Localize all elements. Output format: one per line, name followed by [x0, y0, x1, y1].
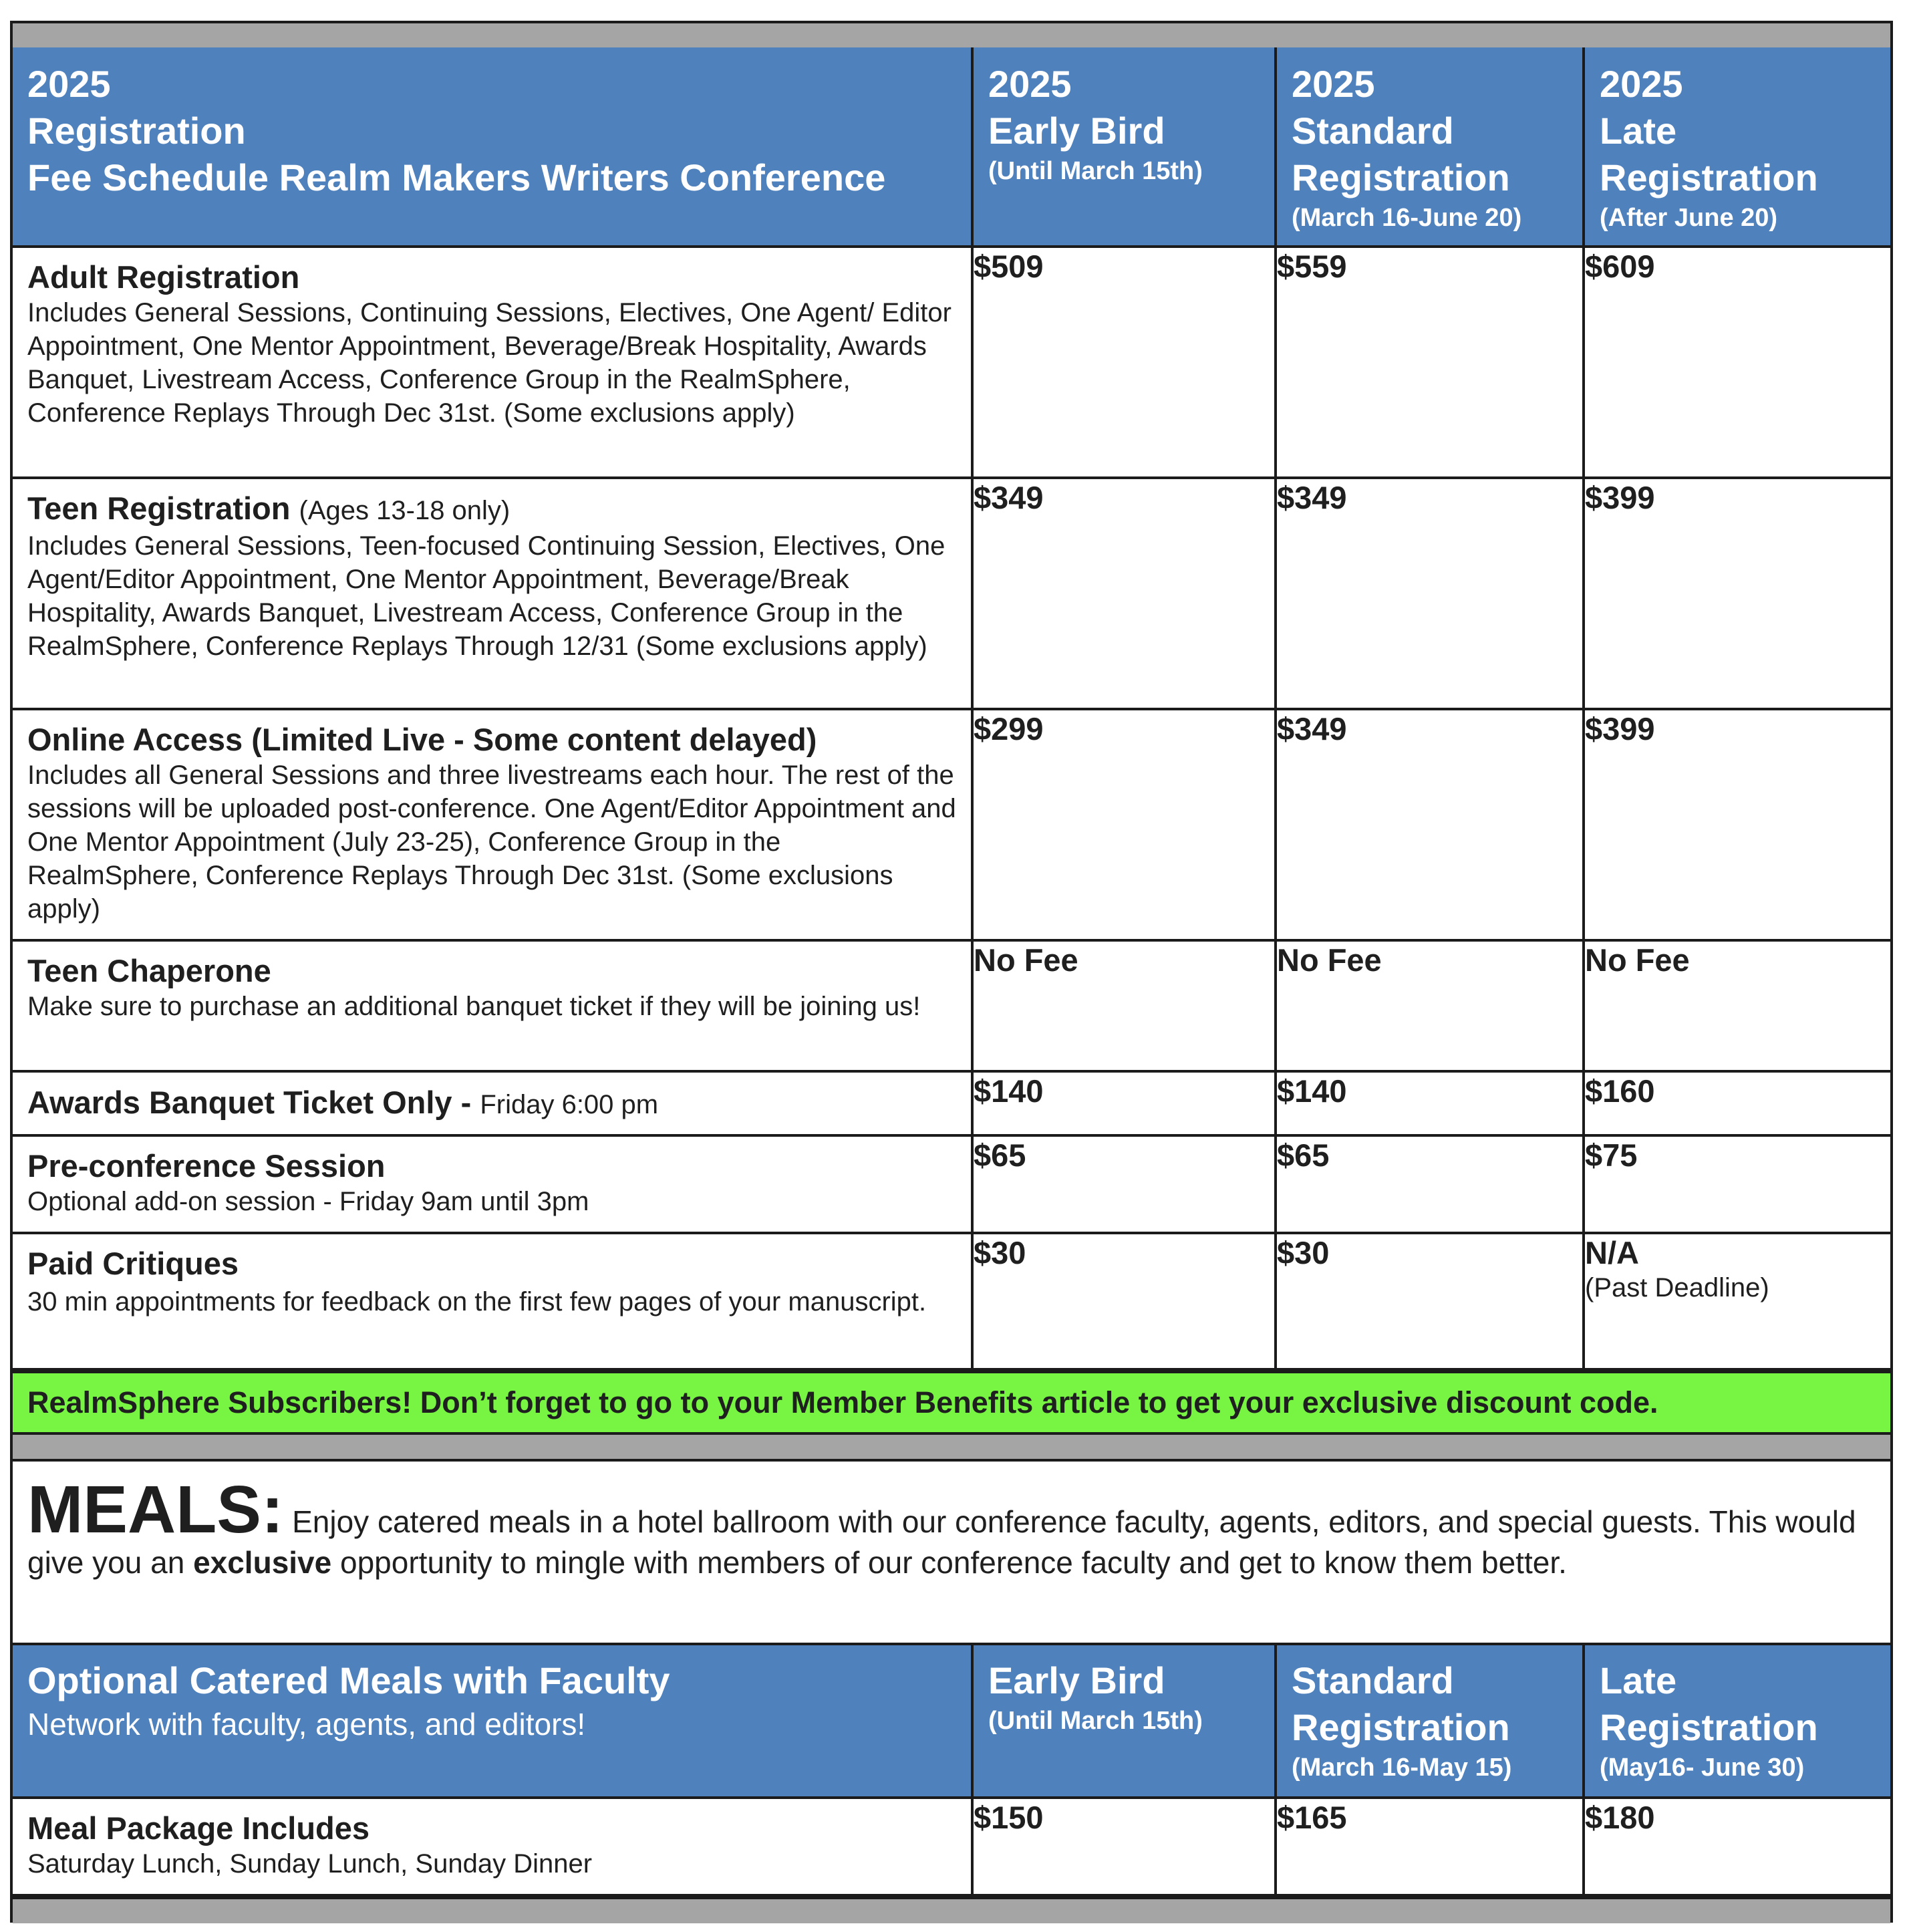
- header-standard-note: (March 16-June 20): [1292, 204, 1522, 232]
- fee-row-title: Adult Registration: [27, 259, 300, 295]
- header-fee-schedule-title: Fee Schedule Realm Makers Writers Conference: [27, 156, 886, 198]
- price-early: $349: [972, 478, 1276, 709]
- header-registration: Registration: [27, 110, 246, 152]
- fee-row-teen-chaperone: [13, 940, 1890, 1071]
- price-standard: $30: [1276, 1233, 1584, 1369]
- meals-price-standard: $165: [1276, 1798, 1584, 1895]
- price-standard: $65: [1276, 1135, 1584, 1233]
- price-late: N/A: [1585, 1235, 1639, 1270]
- fee-row-title-note: Friday 6:00 pm: [480, 1089, 659, 1119]
- price-early: No Fee: [972, 940, 1276, 1071]
- fee-schedule-sheet: [10, 21, 1893, 1923]
- meals-intro-emphasis: exclusive: [193, 1545, 332, 1580]
- meals-row-description: Saturday Lunch, Sunday Lunch, Sunday Dinner: [27, 1849, 593, 1879]
- meals-price-early: $150: [972, 1798, 1276, 1895]
- fee-row-description: Make sure to purchase an additional banquet ticket if they will be joining us!: [27, 992, 921, 1021]
- bottom-gray-band: [13, 1897, 1890, 1923]
- middle-gray-band: [13, 1435, 1890, 1459]
- header-late-year: 2025: [1600, 63, 1683, 105]
- meals-header-late-label: Late: [1600, 1659, 1677, 1701]
- meals-header-standard-label: Standard: [1292, 1659, 1454, 1701]
- fee-row-title: Teen Chaperone: [27, 953, 271, 988]
- fee-row-teen: [13, 478, 1890, 709]
- registration-fee-table: [13, 47, 1890, 1371]
- fee-row-description: Optional add-on session - Friday 9am until 3pm: [27, 1187, 589, 1216]
- header-standard-label: Standard: [1292, 110, 1454, 152]
- meals-intro-text: Enjoy catered meals in a hotel ballroom with our conference faculty, agents, editors, and special guests. This would give you an: [27, 1504, 1856, 1580]
- fee-row-label: [13, 1135, 972, 1233]
- fee-table-header-row: [13, 47, 1890, 247]
- price-late-cell: [1584, 1233, 1890, 1369]
- meals-header-standard-label-2: Registration: [1292, 1706, 1510, 1748]
- fee-row-label: [13, 247, 972, 478]
- price-late: No Fee: [1584, 940, 1890, 1071]
- meals-price-late: $180: [1584, 1798, 1890, 1895]
- fee-row-title: Awards Banquet Ticket Only -: [27, 1084, 472, 1120]
- fee-row-pre-conference: [13, 1135, 1890, 1233]
- fee-row-online-access: [13, 709, 1890, 940]
- fee-row-description: Includes General Sessions, Teen-focused Continuing Session, Electives, One Agent/Editor Appointment, One Mentor Appointment, Beverage/Break Hospitality, Awards Banquet, Livestream Access, Conference Group in the RealmSphere, Conference Replays Through 12/31 (Some exclusions apply): [27, 531, 945, 661]
- fee-row-label: [13, 709, 972, 940]
- price-early: $299: [972, 709, 1276, 940]
- meals-intro: [13, 1459, 1890, 1643]
- price-early: $30: [972, 1233, 1276, 1369]
- fee-row-label: [13, 1071, 972, 1135]
- meals-fee-table: [13, 1643, 1890, 1897]
- meals-header-subtitle: Network with faculty, agents, and editors!: [27, 1707, 586, 1742]
- header-col-late: [1584, 47, 1890, 247]
- fee-row-label: [13, 1233, 972, 1369]
- header-early-label: Early Bird: [988, 110, 1165, 152]
- header-early-note: (Until March 15th): [988, 157, 1203, 185]
- meals-header-late-label-2: Registration: [1600, 1706, 1818, 1748]
- fee-row-title: Pre-conference Session: [27, 1148, 386, 1184]
- price-standard: $349: [1276, 709, 1584, 940]
- price-early: $140: [972, 1071, 1276, 1135]
- fee-row-title: Paid Critiques: [27, 1246, 239, 1281]
- fee-row-title: Online Access (Limited Live - Some content delayed): [27, 722, 817, 757]
- price-late: $399: [1584, 709, 1890, 940]
- price-early: $65: [972, 1135, 1276, 1233]
- header-late-label: Late: [1600, 110, 1677, 152]
- meals-intro-text-end: opportunity to mingle with members of our conference faculty and get to know them better.: [331, 1545, 1567, 1580]
- fee-row-description: 30 min appointments for feedback on the first few pages of your manuscript.: [27, 1287, 927, 1317]
- meals-header-col-early-bird: [972, 1644, 1276, 1798]
- fee-row-adult: [13, 247, 1890, 478]
- header-standard-label-2: Registration: [1292, 156, 1510, 198]
- meals-header-title: Optional Catered Meals with Faculty: [27, 1659, 670, 1701]
- fee-row-description: Includes all General Sessions and three livestreams each hour. The rest of the sessions will be uploaded post-conference. One Agent/Editor Appointment and One Mentor Appointment (July 23-25), Conference Group in the RealmSphere, Conference Replays Through Dec 31st. (Some exclusions apply): [27, 761, 956, 924]
- header-late-label-2: Registration: [1600, 156, 1818, 198]
- header-year: 2025: [27, 63, 111, 105]
- header-standard-year: 2025: [1292, 63, 1375, 105]
- header-late-note: (After June 20): [1600, 204, 1778, 232]
- price-standard: $349: [1276, 478, 1584, 709]
- price-standard: No Fee: [1276, 940, 1584, 1071]
- meals-row-title: Meal Package Includes: [27, 1810, 370, 1846]
- meals-header-col-standard: [1276, 1644, 1584, 1798]
- meals-header-early-note: (Until March 15th): [988, 1707, 1203, 1735]
- meals-header-late-note: (May16- June 30): [1600, 1754, 1805, 1782]
- fee-row-paid-critiques: [13, 1233, 1890, 1369]
- header-col-early-bird: [972, 47, 1276, 247]
- meals-header-col-late: [1584, 1644, 1890, 1798]
- fee-row-awards-banquet: [13, 1071, 1890, 1135]
- price-late: $75: [1584, 1135, 1890, 1233]
- price-standard: $140: [1276, 1071, 1584, 1135]
- fee-row-label: [13, 940, 972, 1071]
- header-early-year: 2025: [988, 63, 1072, 105]
- price-late-note: (Past Deadline): [1585, 1273, 1769, 1302]
- meals-header-standard-note: (March 16-May 15): [1292, 1754, 1512, 1782]
- meals-row-label: [13, 1798, 972, 1895]
- price-standard: $559: [1276, 247, 1584, 478]
- top-gray-band: [13, 23, 1890, 47]
- meals-header-early-label: Early Bird: [988, 1659, 1165, 1701]
- fee-row-title-note: (Ages 13-18 only): [299, 496, 510, 525]
- fee-row-title: Teen Registration: [27, 491, 291, 526]
- subscriber-discount-banner: RealmSphere Subscribers! Don’t forget to go to your Member Benefits article to get your exclusive discount code.: [13, 1371, 1890, 1435]
- price-early: $509: [972, 247, 1276, 478]
- fee-row-description: Includes General Sessions, Continuing Sessions, Electives, One Agent/ Editor Appointment, One Mentor Appointment, Beverage/Break Hospitality, Awards Banquet, Livestream Access, Conference Group in the RealmSphere, Conference Replays Through Dec 31st. (Some exclusions apply): [27, 298, 951, 428]
- meals-row-package: [13, 1798, 1890, 1895]
- fee-row-label: [13, 478, 972, 709]
- meals-header-col-title: [13, 1644, 972, 1798]
- meals-heading: MEALS:: [27, 1472, 284, 1547]
- price-late: $609: [1584, 247, 1890, 478]
- price-late: $160: [1584, 1071, 1890, 1135]
- meals-header-row: [13, 1644, 1890, 1798]
- header-col-registration: [13, 47, 972, 247]
- price-late: $399: [1584, 478, 1890, 709]
- header-col-standard: [1276, 47, 1584, 247]
